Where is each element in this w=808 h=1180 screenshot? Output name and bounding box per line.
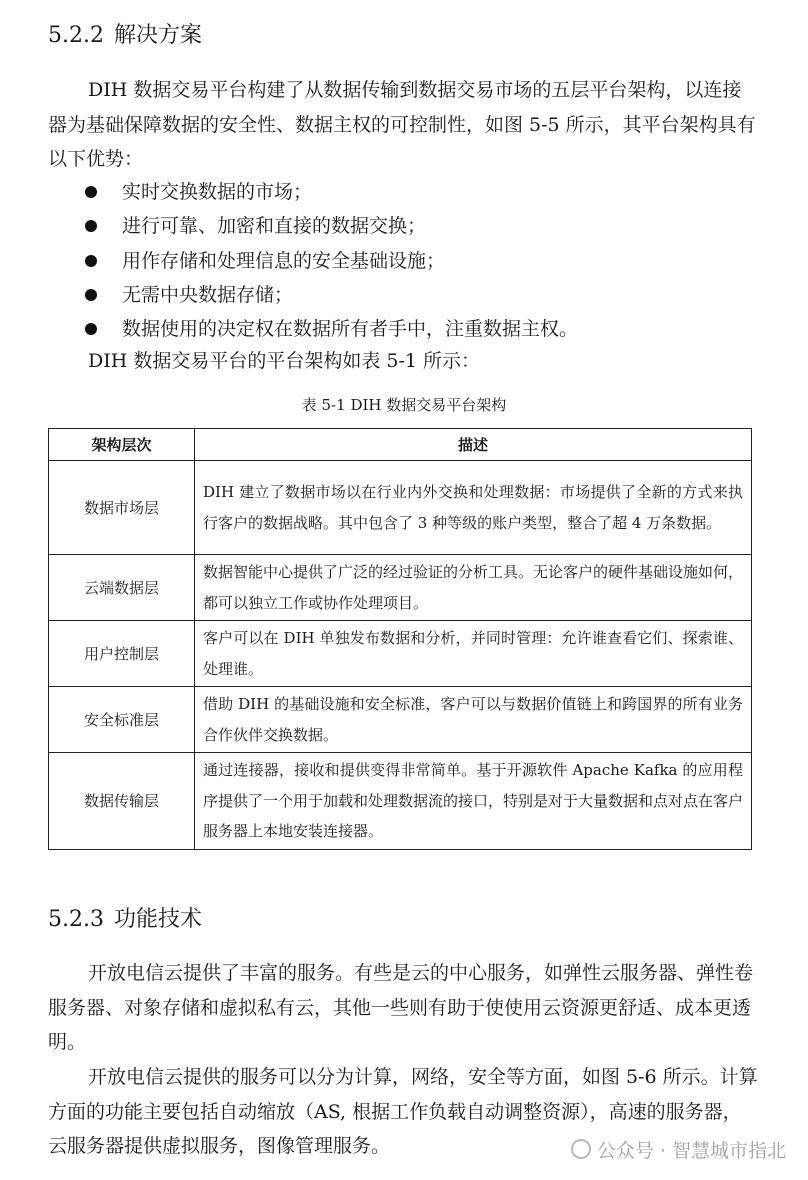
- section-number: 5.2.2: [48, 23, 104, 48]
- bullet-dot-icon: [85, 289, 97, 301]
- bullet-dot-icon: [85, 323, 97, 335]
- table-caption: 表 5-1 DIH 数据交易平台架构: [301, 396, 507, 414]
- section-heading-5-2-3: [48, 902, 202, 933]
- bullet-dot-icon: [85, 255, 97, 267]
- section-title: 功能技术: [113, 907, 202, 932]
- section-title: 解决方案: [113, 23, 202, 48]
- table-row: [49, 687, 752, 753]
- body-paragraph: 开放电信云提供的服务可以分为计算，网络，安全等方面，如图 5-6 所示。计算方面的功能主要包括自动缩放（AS, 根据工作负载自动调整资源），高速的服务器，云服务器提供虚拟服务，图像管理服务。: [48, 1066, 758, 1157]
- desc-cell: 借助 DIH 的基础设施和安全标准，客户可以与数据价值链上和跨国界的所有业务合作伙伴交换数据。: [195, 687, 752, 753]
- list-item: 无需中央数据存储；: [80, 278, 578, 312]
- section-number: 5.2.3: [48, 907, 104, 932]
- layer-cell: 用户控制层: [49, 621, 195, 687]
- desc-cell: 通过连接器，接收和提供变得非常简单。基于开源软件 Apache Kafka 的应用程序提供了一个用于加载和处理数据流的接口，特别是对于大量数据和点对点在客户服务器上本地安装连接器。: [195, 753, 752, 850]
- list-item: 实时交换数据的市场；: [80, 175, 578, 209]
- column-header-layer: 架构层次: [49, 429, 195, 461]
- desc-cell: 数据智能中心提供了广泛的经过验证的分析工具。无论客户的硬件基础设施如何，都可以独立工作或协作处理项目。: [195, 555, 752, 621]
- desc-cell: 客户可以在 DIH 单独发布数据和分析，并同时管理：允许谁查看它们、探索谁、处理谁。: [195, 621, 752, 687]
- architecture-table: [48, 428, 752, 850]
- intro-paragraph: DIH 数据交易平台构建了从数据传输到数据交易市场的五层平台架构，以连接器为基础保障数据的安全性、数据主权的可控制性，如图 5-5 所示，其平台架构具有以下优势：: [48, 79, 756, 170]
- layer-cell: 云端数据层: [49, 555, 195, 621]
- layer-cell: 数据市场层: [49, 461, 195, 555]
- list-item: 进行可靠、加密和直接的数据交换；: [80, 209, 578, 243]
- body-paragraph: 开放电信云提供了丰富的服务。有些是云的中心服务，如弹性云服务器、弹性卷服务器、对象存储和虚拟私有云，其他一些则有助于使使用云资源更舒适、成本更透明。: [48, 962, 754, 1053]
- table-intro-paragraph: DIH 数据交易平台的平台架构如表 5-1 所示：: [88, 350, 481, 372]
- table-row: [49, 555, 752, 621]
- column-header-desc: 描述: [195, 429, 752, 461]
- layer-cell: 安全标准层: [49, 687, 195, 753]
- layer-cell: 数据传输层: [49, 753, 195, 850]
- advantages-list: [80, 175, 578, 346]
- section-heading-5-2-2: [48, 18, 202, 49]
- wechat-icon: [571, 1139, 591, 1159]
- bullet-dot-icon: [85, 220, 97, 232]
- bullet-dot-icon: [85, 186, 97, 198]
- list-item: 用作存储和处理信息的安全基础设施；: [80, 244, 578, 278]
- list-item: 数据使用的决定权在数据所有者手中，注重数据主权。: [80, 312, 578, 346]
- table-row: [49, 621, 752, 687]
- table-row: [49, 461, 752, 555]
- table-row: [49, 753, 752, 850]
- table-header-row: [49, 429, 752, 461]
- watermark: 公众号 · 智慧城市指北: [571, 1136, 786, 1163]
- desc-cell: DIH 建立了数据市场以在行业内外交换和处理数据：市场提供了全新的方式来执行客户的数据战略。其中包含了 3 种等级的账户类型，整合了超 4 万条数据。: [195, 461, 752, 555]
